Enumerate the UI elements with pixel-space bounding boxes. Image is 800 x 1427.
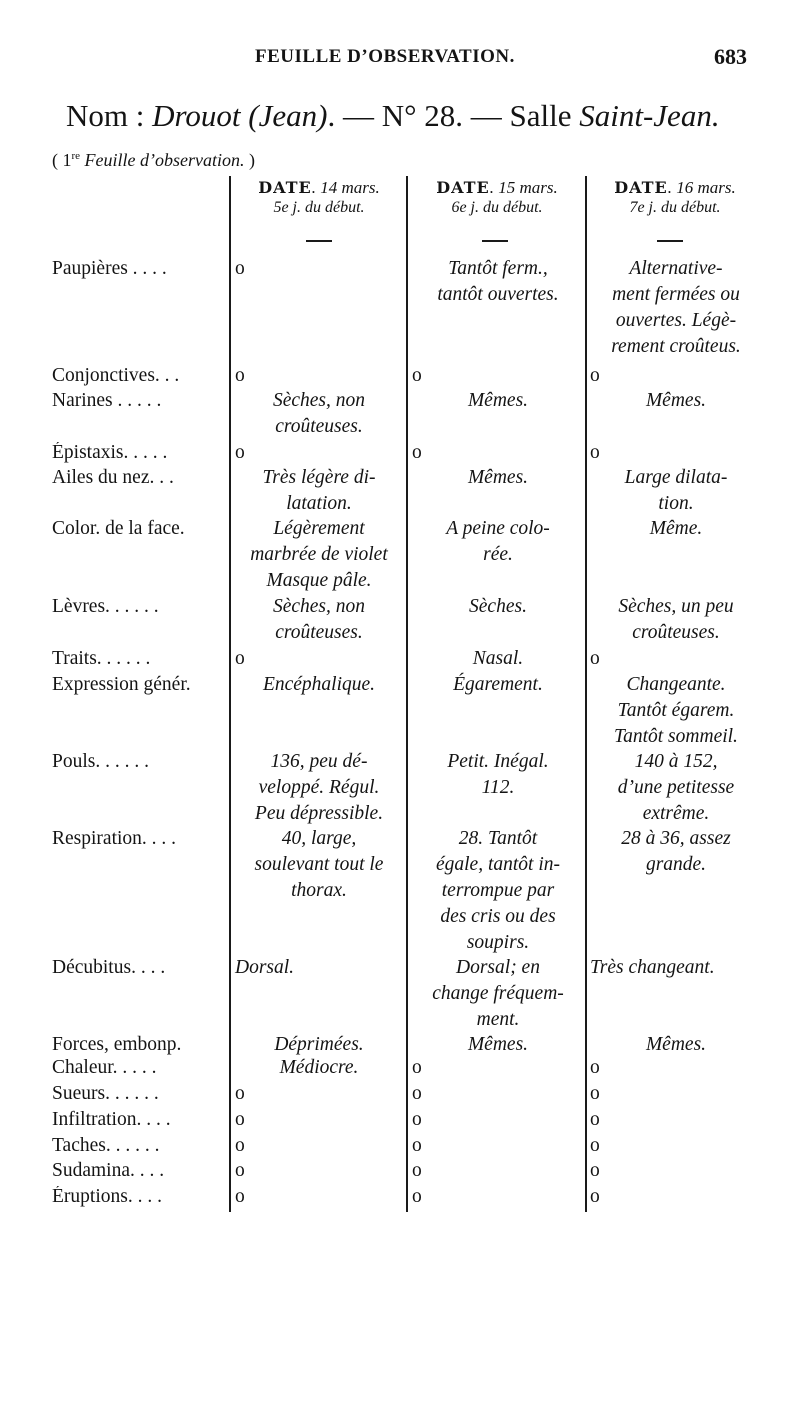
row-label: Pouls. . . . . . — [52, 751, 149, 772]
cell-col1 — [235, 672, 403, 698]
cell-col3 — [590, 672, 762, 750]
cell-col2 — [412, 1184, 584, 1210]
cell-line: o — [235, 1160, 245, 1181]
cell-line: veloppé. Régul. — [258, 777, 380, 798]
cell-line: des cris ou des — [440, 906, 556, 927]
cell-line: 136, peu dé- — [270, 751, 368, 772]
sheet-note — [52, 150, 255, 171]
column-rule-1 — [229, 176, 231, 1212]
day-of-illness: 6e j. du début. — [451, 199, 543, 216]
column-header-3 — [588, 178, 762, 217]
cell-line: Tantôt égarem. — [617, 700, 735, 721]
cell-col2 — [412, 1133, 584, 1159]
cell-col1 — [235, 465, 403, 517]
sheet-note-close: ) — [249, 150, 256, 170]
cell-col1 — [235, 1055, 403, 1081]
cell-line: Masque pâle. — [266, 570, 372, 591]
cell-line: 28. Tantôt — [458, 828, 538, 849]
cell-col2 — [412, 646, 584, 672]
cell-line: o — [235, 365, 245, 386]
cell-line: Sèches, non — [272, 596, 366, 617]
cell-line: o — [412, 1186, 422, 1207]
cell-col1 — [235, 1107, 403, 1133]
cell-col1 — [235, 749, 403, 827]
cell-col2 — [412, 440, 584, 466]
cell-col2 — [412, 1055, 584, 1081]
cell-col1 — [235, 440, 403, 466]
row-label: Paupières . . . . — [52, 258, 167, 279]
cell-line: d’une petitesse — [617, 777, 735, 798]
sheet-note-open: ( 1 — [52, 150, 72, 170]
cell-line: o — [235, 648, 245, 669]
cell-col2 — [412, 1158, 584, 1184]
date-value: . 14 mars. — [311, 178, 380, 197]
cell-line: o — [412, 365, 422, 386]
cell-line: terrompue par — [441, 880, 555, 901]
cell-line: Peu dépressible. — [254, 803, 384, 824]
cell-line: Légèrement — [273, 518, 365, 539]
cell-col2 — [412, 594, 584, 620]
cell-line: o — [235, 258, 245, 279]
cell-line: grande. — [645, 854, 707, 875]
cell-line: Large dilata- — [624, 467, 728, 488]
cell-line: 40, large, — [281, 828, 357, 849]
cell-col1 — [235, 826, 403, 904]
cell-line: Même. — [649, 518, 703, 539]
cell-line: égale, tantôt in- — [435, 854, 561, 875]
cell-col3 — [590, 1081, 762, 1107]
cell-col1 — [235, 646, 403, 672]
cell-line: o — [412, 1160, 422, 1181]
cell-col1 — [235, 516, 403, 594]
cell-line: Très changeant. — [590, 957, 715, 978]
day-of-illness: 7e j. du début. — [629, 199, 721, 216]
cell-col1 — [235, 955, 403, 981]
cell-col3 — [590, 465, 762, 517]
cell-col1 — [235, 594, 403, 646]
row-label: Infiltration. . . . — [52, 1109, 171, 1130]
cell-col2 — [412, 749, 584, 801]
cell-line: Dorsal; en — [456, 957, 540, 978]
cell-line: o — [235, 1186, 245, 1207]
cell-line: o — [590, 1083, 600, 1104]
cell-col2 — [412, 363, 584, 389]
cell-line: o — [235, 1135, 245, 1156]
cell-line: ment. — [476, 1009, 520, 1030]
column-rule-2 — [406, 176, 408, 1212]
cell-col2 — [412, 256, 584, 308]
row-label: Traits. . . . . . — [52, 648, 151, 669]
cell-col1 — [235, 1158, 403, 1184]
cell-col2 — [412, 1107, 584, 1133]
date-value: . 15 mars. — [489, 178, 558, 197]
cell-col3 — [590, 1158, 762, 1184]
cell-col3 — [590, 1133, 762, 1159]
cell-line: thorax. — [291, 880, 347, 901]
cell-col2 — [412, 465, 584, 491]
cell-line: Mêmes. — [467, 390, 529, 411]
cell-line: o — [235, 1109, 245, 1130]
cell-line: o — [590, 1160, 600, 1181]
cell-col2 — [412, 388, 584, 414]
cell-line: o — [590, 648, 600, 669]
cell-col3 — [590, 826, 762, 878]
cell-line: Alternative- — [629, 258, 723, 279]
cell-line: Tantôt sommeil. — [614, 726, 738, 747]
cell-line: o — [412, 1083, 422, 1104]
cell-line: o — [235, 1083, 245, 1104]
cell-line: Sèches, non — [272, 390, 366, 411]
cell-col1 — [235, 388, 403, 440]
cell-col1 — [235, 1184, 403, 1210]
running-header: FEUILLE D’OBSERVATION. — [255, 46, 515, 67]
cell-line: o — [590, 442, 600, 463]
row-label: Décubitus. . . . — [52, 957, 166, 978]
header-dash-3 — [657, 240, 683, 242]
cell-col3 — [590, 646, 762, 672]
cell-col3 — [590, 440, 762, 466]
cell-line: Mêmes. — [645, 390, 707, 411]
cell-col1 — [235, 1081, 403, 1107]
cell-col3 — [590, 363, 762, 389]
row-label: Épistaxis. . . . . — [52, 442, 168, 463]
date-word: DATE — [436, 178, 490, 197]
cell-line: o — [412, 1109, 422, 1130]
cell-line: o — [412, 1057, 422, 1078]
cell-line: rée. — [483, 544, 513, 565]
cell-line: tion. — [658, 493, 694, 514]
cell-line: o — [590, 1109, 600, 1130]
cell-col1 — [235, 1133, 403, 1159]
cell-line: soulevant tout le — [254, 854, 384, 875]
cell-line: o — [412, 442, 422, 463]
cell-line: 140 à 152, — [634, 751, 718, 772]
row-label: Taches. . . . . . — [52, 1135, 160, 1156]
cell-line: Déprimées. — [274, 1034, 364, 1055]
cell-line: croûteuses. — [275, 416, 363, 437]
cell-line: soupirs. — [466, 932, 530, 953]
cell-line: Mêmes. — [467, 467, 529, 488]
cell-line: o — [590, 1057, 600, 1078]
cell-line: Égarement. — [453, 674, 543, 695]
cell-col3 — [590, 1107, 762, 1133]
column-header-1 — [233, 178, 405, 217]
cell-line: 112. — [481, 777, 515, 798]
cell-line: o — [412, 1135, 422, 1156]
patient-surname: Drouot — [152, 98, 241, 133]
date-word: DATE — [258, 178, 312, 197]
row-label: Ailes du nez. . . — [52, 467, 174, 488]
cell-line: Changeante. — [626, 674, 726, 695]
cell-col3 — [590, 955, 762, 981]
cell-line: Sèches. — [469, 596, 527, 617]
patient-line — [66, 98, 720, 134]
page-number: 683 — [714, 44, 747, 69]
cell-line: Mêmes. — [645, 1034, 707, 1055]
cell-line: Petit. Inégal. — [447, 751, 549, 772]
cell-line: Médiocre. — [279, 1057, 359, 1078]
cell-col2 — [412, 672, 584, 698]
column-rule-3 — [585, 176, 587, 1212]
header-dash-1 — [306, 240, 332, 242]
cell-col3 — [590, 1055, 762, 1081]
cell-col2 — [412, 1081, 584, 1107]
cell-col3 — [590, 256, 762, 360]
cell-line: Dorsal. — [235, 957, 295, 978]
day-of-illness: 5e j. du début. — [273, 199, 365, 216]
sheet-note-text: Feuille d’observation. — [84, 150, 245, 170]
cell-col2 — [412, 516, 584, 568]
cell-line: marbrée de violet — [250, 544, 388, 565]
cell-line: o — [590, 365, 600, 386]
cell-line: o — [590, 1135, 600, 1156]
row-label: Éruptions. . . . — [52, 1186, 162, 1207]
date-word: DATE — [614, 178, 668, 197]
nom-label: Nom : — [66, 98, 153, 133]
cell-col3 — [590, 749, 762, 827]
cell-col3 — [590, 388, 762, 414]
cell-line: o — [590, 1186, 600, 1207]
row-label: Respiration. . . . — [52, 828, 177, 849]
cell-line: latation. — [286, 493, 352, 514]
row-label: Forces, embonp. — [52, 1034, 182, 1055]
cell-line: tantôt ouvertes. — [437, 284, 559, 305]
row-label: Lèvres. . . . . . — [52, 596, 159, 617]
cell-line: extrême. — [642, 803, 710, 824]
row-label: Sudamina. . . . — [52, 1160, 165, 1181]
cell-col3 — [590, 516, 762, 542]
cell-line: ouvertes. Légè- — [615, 310, 737, 331]
patient-firstname: (Jean) — [248, 98, 328, 133]
column-header-2 — [410, 178, 584, 217]
cell-line: Encéphalique. — [262, 674, 376, 695]
cell-line: 28 à 36, assez — [621, 828, 731, 849]
row-label: Narines . . . . . — [52, 390, 162, 411]
cell-line: Mêmes. — [467, 1034, 529, 1055]
cell-line: A peine colo- — [446, 518, 550, 539]
cell-col1 — [235, 363, 403, 389]
date-value: . 16 mars. — [667, 178, 736, 197]
cell-col2 — [412, 955, 584, 1033]
cell-col3 — [590, 594, 762, 646]
patient-number: . — N° 28. — Salle — [327, 98, 580, 133]
row-label: Sueurs. . . . . . — [52, 1083, 159, 1104]
cell-line: change fréquem- — [432, 983, 564, 1004]
cell-line: Sèches, un peu — [618, 596, 734, 617]
cell-line: Très légère di- — [262, 467, 376, 488]
row-label: Color. de la face. — [52, 518, 185, 539]
cell-line: o — [235, 442, 245, 463]
row-label: Chaleur. . . . . — [52, 1057, 157, 1078]
row-label: Expression génér. — [52, 674, 191, 695]
cell-line: rement croûteus. — [611, 336, 741, 357]
cell-col1 — [235, 256, 403, 282]
cell-col3 — [590, 1184, 762, 1210]
cell-line: croûteuses. — [632, 622, 720, 643]
header-dash-2 — [482, 240, 508, 242]
cell-line: Nasal. — [472, 648, 524, 669]
cell-line: Tantôt ferm., — [448, 258, 548, 279]
sheet-note-sup: re — [71, 150, 81, 162]
cell-line: ment fermées ou — [612, 284, 740, 305]
cell-line: croûteuses. — [275, 622, 363, 643]
row-label: Conjonctives. . . — [52, 365, 180, 386]
cell-col2 — [412, 826, 584, 956]
ward-name: Saint-Jean. — [579, 98, 720, 133]
